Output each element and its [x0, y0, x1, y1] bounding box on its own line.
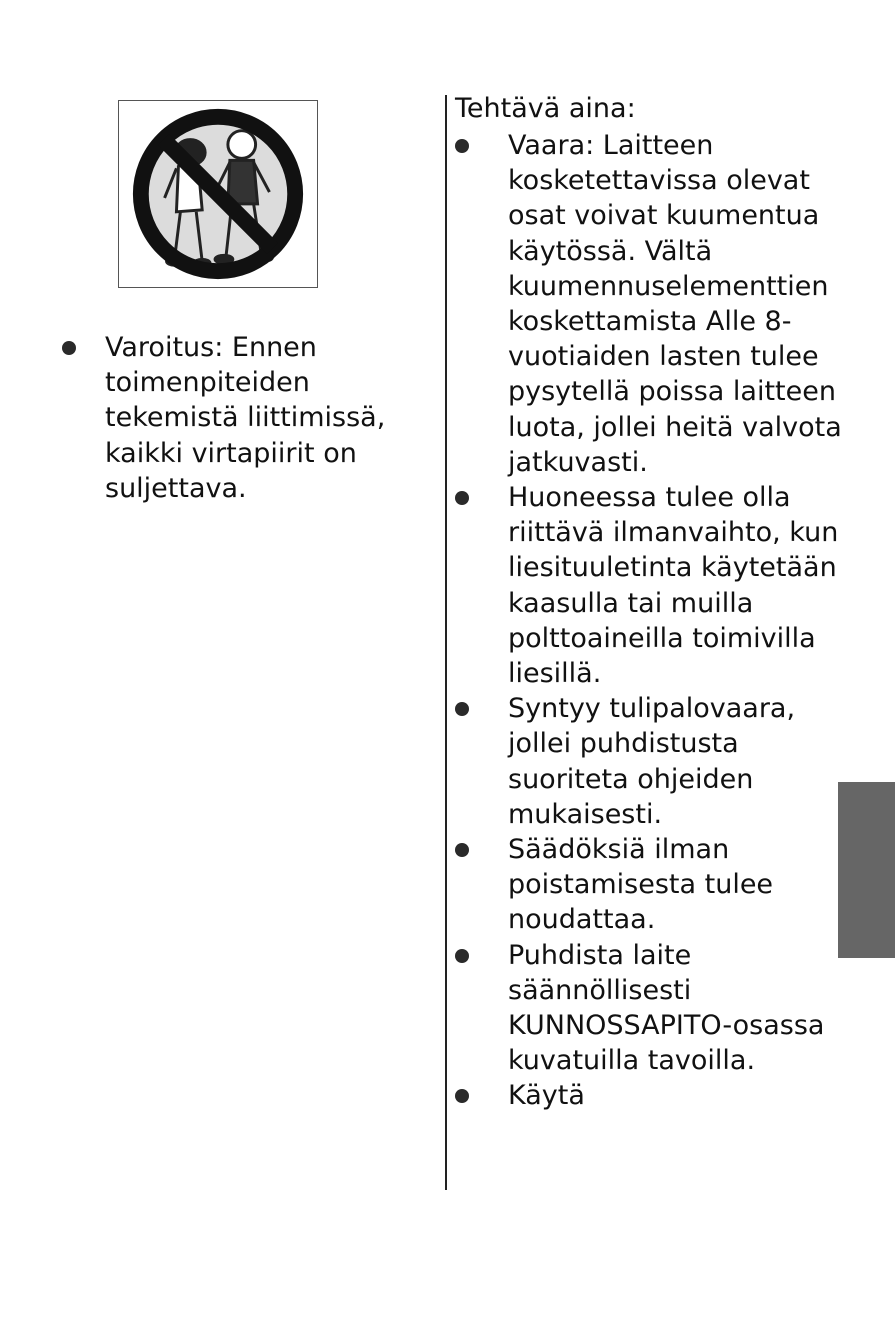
list-item	[455, 128, 845, 480]
list-item	[455, 1078, 845, 1113]
pictogram-frame	[118, 100, 318, 288]
list-item-text: Huoneessa tulee olla riittävä ilmanvaihto, kun liesituuletinta käytetään kaasulla tai muilla polttoaineilla toimivilla liesillä.	[508, 482, 839, 690]
list-item-text: Käytä	[508, 1080, 585, 1112]
list-item-text: Syntyy tulipalovaara, jollei puhdistusta suoriteta ohjeiden mukaisesti.	[508, 693, 796, 830]
bullet-icon	[62, 341, 76, 355]
list-item	[455, 938, 845, 1079]
list-item	[455, 480, 845, 691]
bullet-icon	[455, 1089, 469, 1103]
list-item-text: Säädöksiä ilman poistamisesta tulee noudattaa.	[508, 834, 774, 936]
right-column	[455, 91, 845, 1114]
language-side-tab	[838, 782, 895, 958]
list-item-text: Vaara: Laitteen kosketettavissa olevat osat voivat kuumentua käytössä. Vältä kuumennuselementtien koskettamista Alle 8-vuotiaiden lasten tulee pysytellä poissa laitteen luota, jollei heitä valvota jatkuvasti.	[508, 130, 842, 478]
warning-text: Varoitus: Ennen toimenpiteiden tekemistä liittimissä, kaikki virtapiirit on suljettava.	[105, 332, 386, 504]
list-item	[455, 691, 845, 832]
bullet-icon	[455, 843, 469, 857]
section-heading: Tehtävä aina:	[455, 93, 636, 124]
instruction-list	[455, 128, 845, 1114]
column-divider	[445, 95, 447, 1190]
no-children-prohibition-icon	[119, 101, 317, 287]
bullet-icon	[455, 491, 469, 505]
left-warning-list	[62, 330, 407, 506]
bullet-icon	[455, 949, 469, 963]
list-item	[455, 832, 845, 938]
list-item-text: Puhdista laite säännöllisesti KUNNOSSAPITO-osassa kuvatuilla tavoilla.	[508, 939, 825, 1077]
bullet-icon	[455, 139, 469, 153]
list-item	[62, 330, 407, 506]
bullet-icon	[455, 702, 469, 716]
